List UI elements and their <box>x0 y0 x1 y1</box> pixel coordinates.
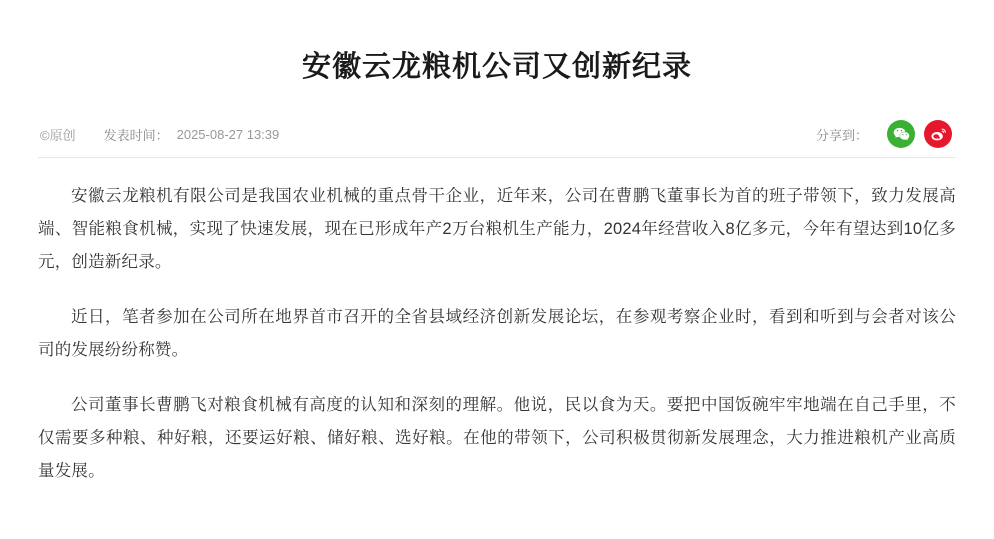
article-paragraph: 安徽云龙粮机有限公司是我国农业机械的重点骨干企业，近年来，公司在曹鹏飞董事长为首的班子带领下，致力发展高端、智能粮食机械，实现了快速发展，现在已形成年产2万台粮机生产能力，2024年经营收入8亿多元，今年有望达到10亿多元，创造新纪录。 <box>38 187 956 272</box>
weibo-icon <box>930 127 947 142</box>
article-meta-bar <box>38 117 956 151</box>
article-body <box>38 158 956 488</box>
share-wechat-button[interactable] <box>887 120 915 148</box>
article-paragraph: 近日，笔者参加在公司所在地界首市召开的全省县域经济创新发展论坛，在参观考察企业时，看到和听到与会者对该公司的发展纷纷称赞。 <box>38 308 956 360</box>
publish-time-label: 发表时间： <box>103 127 169 143</box>
meta-left-group <box>40 125 279 144</box>
original-badge: ©原创 <box>40 127 76 143</box>
share-group <box>816 120 952 148</box>
share-weibo-button[interactable] <box>924 120 952 148</box>
wechat-icon <box>893 127 910 142</box>
share-label: 分享到： <box>815 127 868 143</box>
publish-timestamp: 2025-08-27 13:39 <box>176 126 280 142</box>
page-title: 安徽云龙粮机公司又创新纪录 <box>301 51 692 83</box>
article-paragraph: 公司董事长曹鹏飞对粮食机械有高度的认知和深刻的理解。他说，民以食为天。要把中国饭碗牢牢地端在自己手里，不仅需要多种粮、种好粮，还要运好粮、储好粮、选好粮。在他的带领下，公司积极贯彻新发展理念，大力推进粮机产业高质量发展。 <box>38 396 956 481</box>
